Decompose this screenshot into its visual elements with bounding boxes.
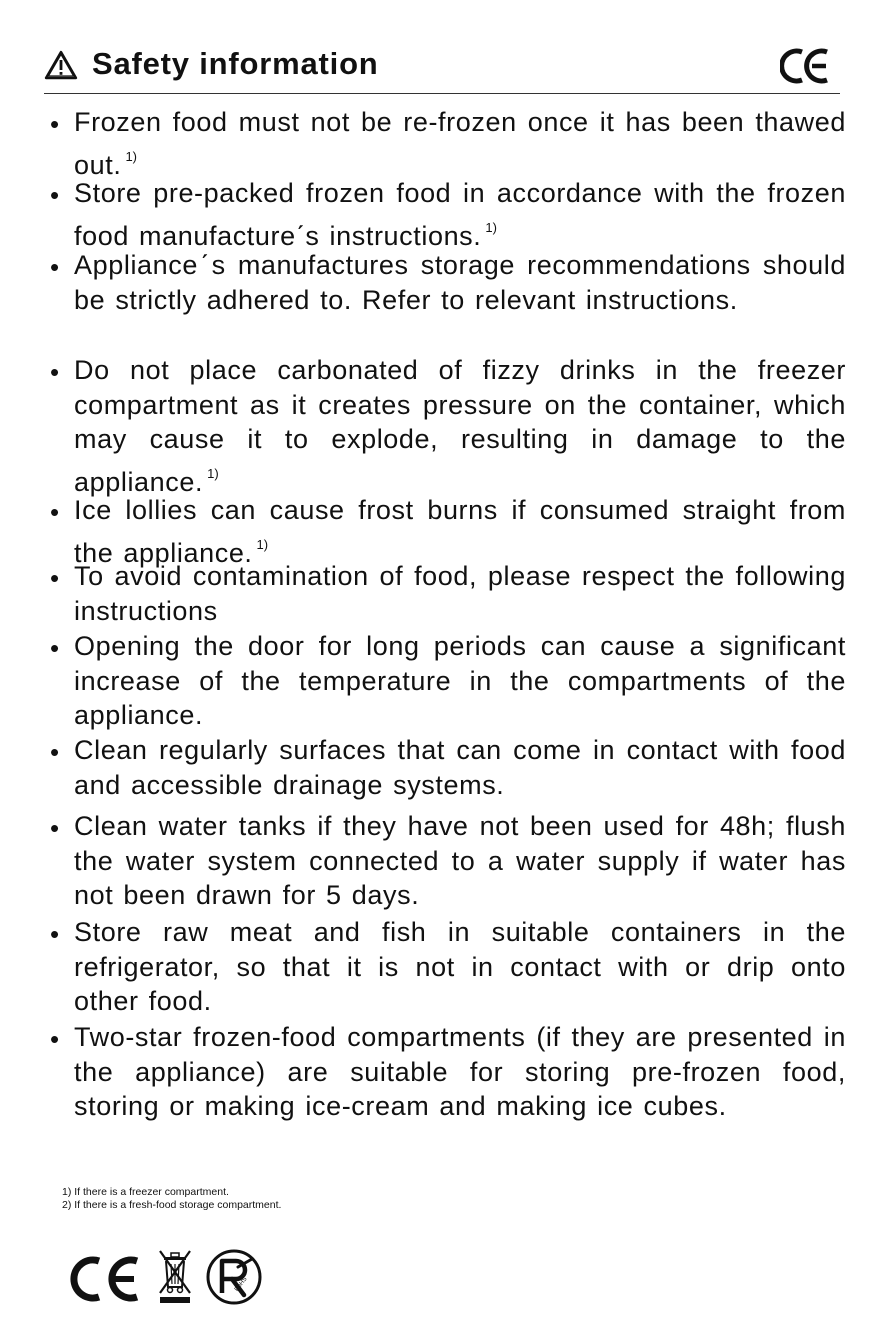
ce-mark-icon [66,1253,144,1305]
bullet: • [50,633,60,663]
page-title: Safety information [92,46,379,81]
rohs-icon [204,1247,264,1307]
bullet: • [50,252,60,282]
bullet: • [50,813,60,843]
bullet: • [50,109,60,139]
item-text: To avoid contamination of food, please respect the following instructions [74,561,846,626]
header-divider [44,93,840,94]
ce-mark-icon [780,46,832,86]
bullet: • [50,497,60,527]
footnote: 2) If there is a fresh-food storage compartment. [62,1199,282,1211]
footnote-ref: 1) [485,219,497,235]
item-text: Opening the door for long periods can cause a significant increase of the temperature in the compartments of the appliance. [74,631,846,730]
footnote-ref: 1) [256,536,269,552]
item-text: Ice lollies can cause frost burns if consumed straight from the appliance. [74,495,846,568]
bullet: • [50,357,60,387]
item-text: Do not place carbonated of fizzy drinks in the freezer compartment as it creates pressure on the container, which may cause it to explode, resulting in damage to the appliance. [74,355,846,497]
section-header [44,44,840,92]
item-text: Clean water tanks if they have not been used for 48h; flush the water system connected to a water supply if water has not been drawn for 5 days. [74,811,846,910]
footnote: 1) If there is a freezer compartment. [62,1186,229,1198]
crossed-bin-icon [158,1247,192,1305]
footnote-ref: 1) [125,148,137,164]
rohs-label: RoHS [234,1276,249,1293]
bullet: • [50,737,60,767]
item-text: Two-star frozen-food compartments (if they are presented in the appliance) are suitable for storing pre-frozen food, storing or making ice-cream and making ice cubes. [74,1022,846,1121]
bullet: • [50,180,60,210]
item-text: Frozen food must not be re-frozen once it has been thawed out. [74,107,846,180]
certification-marks [66,1245,276,1307]
bullet: • [50,563,60,593]
footnotes [62,1186,281,1212]
item-text: Store raw meat and fish in suitable containers in the refrigerator, so that it is not in contact with or drip onto other food. [74,917,846,1016]
item-text: Clean regularly surfaces that can come in contact with food and accessible drainage systems. [74,735,846,800]
warning-triangle-icon [44,49,78,81]
bullet: • [50,919,60,949]
item-text: Applianceˊs manufactures storage recommendations should be strictly adhered to. Refer to relevant instructions. [74,250,846,315]
bullet: • [50,1024,60,1054]
item-text: Store pre-packed frozen food in accordance with the frozen food manufactureˊs instructions. [74,178,846,251]
footnote-ref: 1) [207,465,219,481]
